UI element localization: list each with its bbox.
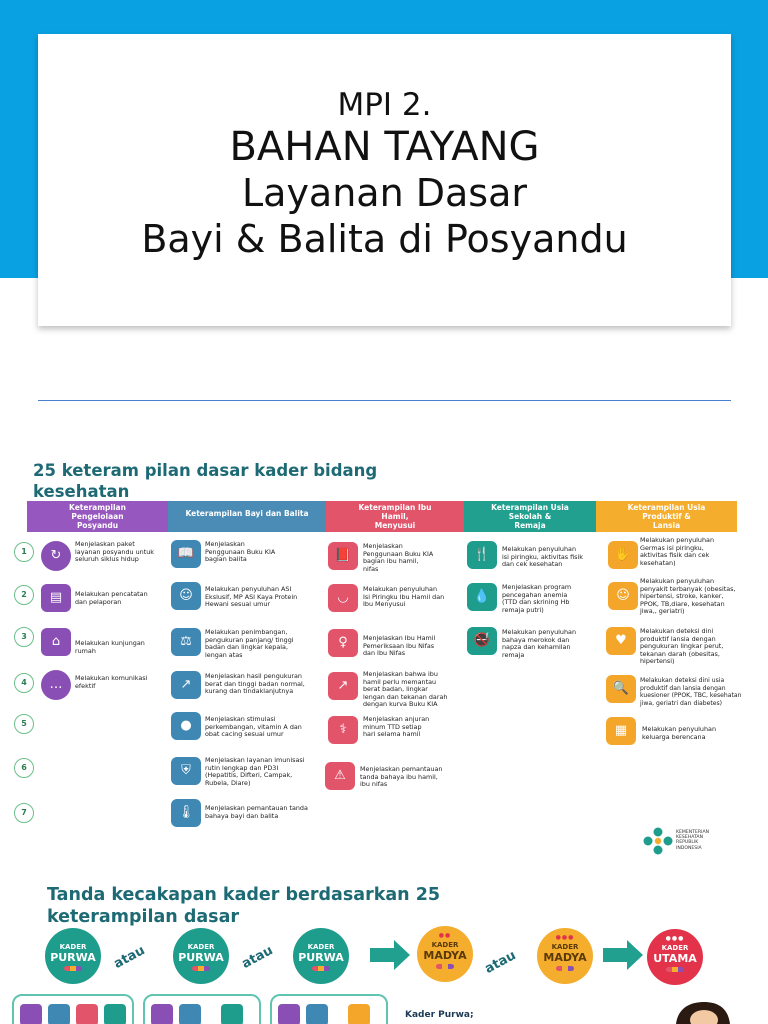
atau-label-2: atau xyxy=(239,943,276,972)
badge-madya-1 xyxy=(417,926,473,982)
skill-balita-2: Melakukan penyuluhan ASI Ekslusif, MP ASI Kaya Protein Hewani sesuai umur xyxy=(205,585,298,609)
cycle-icon: ↻ xyxy=(41,541,71,571)
badge-kader-label: KADER xyxy=(661,944,689,952)
cutlery-icon xyxy=(221,1004,243,1024)
skill-ibu-1: Menjelaskan Penggunaan Buku KIA bagian ibu hamil, nifas xyxy=(363,542,434,573)
badge-color-bar xyxy=(556,966,574,971)
skill-balita-5: Menjelaskan stimulasi perkembangan, vitamin A dan obat cacing sesuai umur xyxy=(205,715,302,739)
pregnant-icon: ♀ xyxy=(328,629,358,657)
house-icon: ⌂ xyxy=(41,628,71,656)
warning-signs-icon: ⚠ xyxy=(325,762,355,790)
book-kia-icon: 📖 xyxy=(171,540,201,568)
header-posyandu: Keterampilan Pengelolaan Posyandu xyxy=(27,501,168,532)
kia-book-mother-icon xyxy=(76,1004,98,1024)
cycle-icon xyxy=(278,1004,300,1024)
title-slide xyxy=(0,0,768,395)
badge-purwa-2 xyxy=(173,928,229,984)
skill-ibu-2: Melakukan penyuluhan Isi Piringku Ibu Hamil dan Ibu Menyusui xyxy=(363,585,445,609)
badge-level-label: PURWA xyxy=(298,951,344,964)
skill-balita-3: Melakukan penimbangan, pengukuran panjang/ tinggi badan dan lingkar kepala, lengan atas xyxy=(205,628,294,659)
skill-remaja-3: Melakukan penyuluhan bahaya merokok dan napza dan kehamilan remaja xyxy=(502,628,576,659)
skill-ibu-5: Menjelaskan anjuran minum TTD setiap hari selama hamil xyxy=(363,715,430,739)
badge-purwa-3 xyxy=(293,928,349,984)
badge-level-label: MADYA xyxy=(423,949,467,962)
bowl-icon: ◡ xyxy=(328,584,358,612)
row-number-1: 1 xyxy=(14,542,34,562)
badge-color-bar xyxy=(666,967,684,972)
title-line-2: BAHAN TAYANG xyxy=(229,124,540,170)
skill-lansia-4: Melakukan deteksi dini usia produktif dan lansia dengan kuesioner (PPOK, TBC, kesehatan jiwa, geriatri dan diabetes) xyxy=(640,677,742,707)
mother-child-icon: ☺ xyxy=(171,582,201,610)
header-usia-produktif: Keterampilan Usia Produktif & Lansia xyxy=(596,501,737,532)
row-number-5: 5 xyxy=(14,714,34,734)
skill-balita-1: Menjelaskan Penggunaan Buku KIA bagian balita xyxy=(205,540,276,564)
badge-kader-label: KADER xyxy=(307,943,335,951)
kader-purwa-note: Kader Purwa; xyxy=(405,1010,474,1020)
skill-posyandu-1: Menjelaskan paket layanan posyandu untuk seluruh siklus hidup xyxy=(75,540,154,564)
capsule-icon: ● xyxy=(171,712,201,740)
kemenkes-logo xyxy=(640,824,740,858)
cycle-icon xyxy=(20,1004,42,1024)
badge-level-label: MADYA xyxy=(543,951,587,964)
blood-drop-icon: 💧 xyxy=(467,583,497,611)
badge-level-label: UTAMA xyxy=(653,952,697,965)
pill-bottle-icon: ⚕ xyxy=(328,716,358,744)
row-number-2: 2 xyxy=(14,585,34,605)
badge-level-label: PURWA xyxy=(178,951,224,964)
book-kia-icon xyxy=(179,1004,201,1024)
weight-chart-icon: ↗ xyxy=(328,672,358,700)
header-bayi-balita: Keterampilan Bayi dan Balita xyxy=(168,501,326,532)
slide-separator xyxy=(38,400,731,401)
row-number-6: 6 xyxy=(14,758,34,778)
book-kia-icon xyxy=(306,1004,328,1024)
skill-ibu-4: Menjelaskan bahwa ibu hamil perlu memantau berat badan, lingkar lengan dan tekanan darah dengan kurva Buku KIA xyxy=(363,670,448,709)
skill-posyandu-3: Melakukan kunjungan rumah xyxy=(75,639,145,655)
raised-hand-icon xyxy=(348,1004,370,1024)
magnifier-icon: 🔍 xyxy=(606,675,636,703)
skill-lansia-1: Melakukan penyuluhan Germas isi piringku, aktivitas fisik dan cek kesehatan) xyxy=(640,536,714,567)
badge-kader-label: KADER xyxy=(187,943,215,951)
badge-kader-label: KADER xyxy=(551,943,579,951)
badge-color-bar xyxy=(312,966,330,971)
no-smoking-icon: 🚭 xyxy=(467,627,497,655)
skill-lansia-3: Melakukan deteksi dini produktif lansia dengan pengukuran lingkar perut, tekanan darah (obesitas, hipertensi) xyxy=(640,627,724,666)
book-kia-icon xyxy=(48,1004,70,1024)
kemenkes-logo-text: KEMENTERIAN KESEHATAN REPUBLIK INDONESIA xyxy=(676,830,710,851)
badge-dots: ●●● xyxy=(555,934,575,941)
cycle-icon xyxy=(151,1004,173,1024)
cutlery-icon: 🍴 xyxy=(467,541,497,569)
tablet-icon: ▤ xyxy=(41,584,71,612)
row-number-4: 4 xyxy=(14,673,34,693)
badge-color-bar xyxy=(192,966,210,971)
skill-lansia-2: Melakukan penyuluhan penyakit terbanyak (obesitas, hipertensi, stroke, kanker, PPOK, TB,diare, kesehatan jiwa,, geriatri) xyxy=(640,577,736,616)
skill-lansia-5: Melakukan penyuluhan keluarga berencana xyxy=(642,725,716,741)
badge-level-label: PURWA xyxy=(50,951,96,964)
badge-kader-label: KADER xyxy=(59,943,87,951)
chat-icon: … xyxy=(41,670,71,700)
atau-label-1: atau xyxy=(111,943,148,972)
skill-balita-7: Menjelaskan pemantauan tanda bahaya bayi dan balita xyxy=(205,804,308,820)
raised-hand-icon: ✋ xyxy=(608,541,638,569)
title-line-3: Layanan Dasar xyxy=(241,171,528,215)
header-usia-sekolah: Keterampilan Usia Sekolah & Remaja xyxy=(464,501,596,532)
arrow-right-icon xyxy=(603,940,643,970)
badge-madya-2 xyxy=(537,928,593,984)
row-number-3: 3 xyxy=(14,627,34,647)
skill-ibu-3: Menjelaskan Ibu Hamil Pemeriksaan Ibu Nifas dan Ibu Nifas xyxy=(363,634,436,658)
skill-icon-group-3 xyxy=(270,994,388,1024)
skill-icon-group-2 xyxy=(143,994,261,1024)
skill-icon-group-1 xyxy=(12,994,134,1024)
scale-icon: ⚖ xyxy=(171,628,201,656)
thermometer-icon: 🌡 xyxy=(171,799,201,827)
title-card xyxy=(38,34,731,326)
badge-purwa-1 xyxy=(45,928,101,984)
skill-remaja-2: Menjelaskan program pencegahan anemia (TTD dan skrining Hb remaja putri) xyxy=(502,583,572,614)
arrow-right-icon xyxy=(370,940,410,970)
skills-slide-title: 25 keteram pilan dasar kader bidang kesehatan xyxy=(33,461,378,501)
skill-balita-4: Menjelaskan hasil pengukuran berat dan tinggi badan normal, kurang dan tindaklanjutnya xyxy=(205,672,305,696)
badge-color-bar xyxy=(436,964,454,969)
badge-color-bar xyxy=(64,966,82,971)
badge-kader-label: KADER xyxy=(431,941,459,949)
badge-slide-title: Tanda kecakapan kader berdasarkan 25 keterampilan dasar xyxy=(47,885,441,927)
calendar-icon: ▦ xyxy=(606,717,636,745)
skill-ibu-6: Menjelaskan pemantauan tanda bahaya ibu hamil, ibu nifas xyxy=(360,765,443,789)
blood-pressure-icon: ♥ xyxy=(606,627,636,655)
title-line-1: MPI 2. xyxy=(337,87,432,123)
person-illustration-icon xyxy=(668,1000,738,1024)
badge-dots: ●●● xyxy=(665,935,685,942)
title-line-4: Bayi & Balita di Posyandu xyxy=(141,217,628,261)
badge-utama xyxy=(647,929,703,985)
growth-chart-icon: ↗ xyxy=(171,671,201,699)
badge-dots: ●● xyxy=(438,932,452,939)
kemenkes-logo-mark xyxy=(640,824,676,858)
shield-icon: ⛨ xyxy=(171,757,201,785)
kia-book-mother-icon: 📕 xyxy=(328,542,358,570)
skill-balita-6: Menjelaskan layanan imunisasi rutin lengkap dan PD3I (Hepatitis, Difteri, Campak, Rubela, Diare) xyxy=(205,756,305,787)
skill-remaja-1: Melakukan penyuluhan isi piringku, aktivitas fisik dan cek kesehatan xyxy=(502,545,583,569)
skill-posyandu-4: Melakukan komunikasi efektif xyxy=(75,674,148,690)
header-ibu-hamil: Keterampilan Ibu Hamil, Menyusui xyxy=(326,501,464,532)
people-icon: ☺ xyxy=(608,582,638,610)
atau-label-3: atau xyxy=(482,948,519,977)
skill-posyandu-2: Melakukan pencatatan dan pelaporan xyxy=(75,590,148,606)
cutlery-icon xyxy=(104,1004,126,1024)
row-number-7: 7 xyxy=(14,803,34,823)
